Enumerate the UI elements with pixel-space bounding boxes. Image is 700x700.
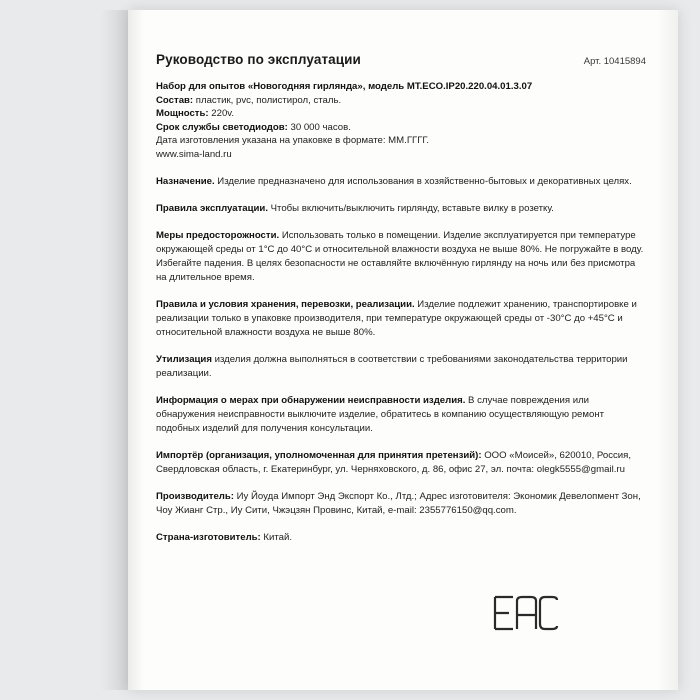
power-value: 220v.	[208, 108, 235, 120]
section-malfunction-info	[156, 394, 648, 436]
section-purpose-heading: Назначение.	[156, 175, 215, 187]
section-storage-rules-heading: Правила и условия хранения, перевозки, реализации.	[156, 298, 415, 310]
led-life-label: Срок службы светодиодов:	[156, 121, 288, 133]
section-operation-rules	[156, 202, 648, 216]
section-manufacturer-text: Иу Йоуда Импорт Энд Экспорт Ко., Лтд.; Адрес изготовителя: Экономик Девелопмент Зон, Чоу Жианг Стр., Иу Сити, Чжэцзян Провинс, Китай, e-mail: 2355776150@qq.com.	[156, 490, 641, 516]
manufacture-date: Дата изготовления указана на упаковке в формате: ММ.ГГГГ.	[156, 135, 430, 147]
section-malfunction-info-heading: Информация о мерах при обнаружении неисправности изделия.	[156, 394, 466, 406]
composition-value: пластик, pvc, полистирол, сталь.	[193, 94, 342, 106]
page-title: Руководство по эксплуатации	[156, 52, 361, 67]
section-precautions	[156, 229, 648, 285]
page-left-shadow	[100, 10, 130, 690]
led-life-value: 30 000 часов.	[287, 121, 351, 133]
section-disposal-text: изделия должна выполняться в соответствии с требованиями законодательства территории реализации.	[156, 353, 628, 379]
document-content	[156, 10, 648, 545]
section-purpose-text: Изделие предназначено для использования в хозяйственно-бытовых и декоративных целях.	[214, 175, 632, 187]
section-malfunction-info-text: В случае повреждения или обнаружения неисправности выключите изделие, обратитесь в компанию осуществляющую ремонт подобных изделий для получения консультации.	[156, 394, 605, 434]
section-importer-text: ООО «Моисей», 620010, Россия, Свердловская область, г. Екатеринбург, ул. Черняховского, д. 86, офис 27, эл. почта: olegk5555@gmail.ru	[156, 449, 632, 475]
section-importer-heading: Импортёр (организация, уполномоченная для принятия претензий):	[156, 449, 482, 461]
section-manufacturer-heading: Производитель:	[156, 490, 234, 502]
document-page	[128, 10, 678, 690]
section-storage-rules	[156, 298, 648, 340]
product-led-life	[156, 121, 648, 135]
section-importer	[156, 449, 648, 477]
section-country	[156, 531, 648, 545]
section-country-text: Китай.	[260, 531, 293, 543]
section-precautions-heading: Меры предосторожности.	[156, 229, 280, 241]
product-composition	[156, 94, 648, 108]
composition-label: Состав:	[156, 94, 194, 106]
section-storage-rules-text: Изделие подлежит хранению, транспортировке и реализации только в упаковке производителя, при температуре окружающей среды от -30°С до +45°С и относительной влажности воздуха не выше 80%.	[156, 298, 637, 338]
product-info-block	[156, 80, 648, 162]
section-precautions-text: Использовать только в помещении. Изделие эксплуатируется при температуре окружающей среды от 1°С до 40°С и относительной влажности воздуха не выше 80%. Не погружайте в воду. Избегайте падения. В целях безопасности не оставляйте включённую гирлянду на ночь или без присмотра на длительное время.	[156, 229, 644, 283]
document-header	[156, 52, 648, 67]
section-purpose	[156, 175, 648, 189]
eac-icon	[493, 595, 559, 631]
section-disposal-heading: Утилизация	[156, 353, 212, 365]
product-power	[156, 107, 648, 121]
article-number: Арт. 10415894	[583, 56, 646, 67]
section-operation-rules-heading: Правила эксплуатации.	[156, 202, 268, 214]
power-label: Мощность:	[156, 108, 209, 120]
section-operation-rules-text: Чтобы включить/выключить гирлянду, вставьте вилку в розетку.	[268, 202, 554, 214]
section-disposal	[156, 353, 648, 381]
website-url[interactable]: www.sima-land.ru	[156, 149, 232, 161]
section-manufacturer	[156, 490, 648, 518]
section-country-heading: Страна-изготовитель:	[156, 531, 261, 543]
product-name: Набор для опытов «Новогодняя гирлянда», модель MT.ECO.IP20.220.04.01.3.07	[156, 81, 533, 92]
